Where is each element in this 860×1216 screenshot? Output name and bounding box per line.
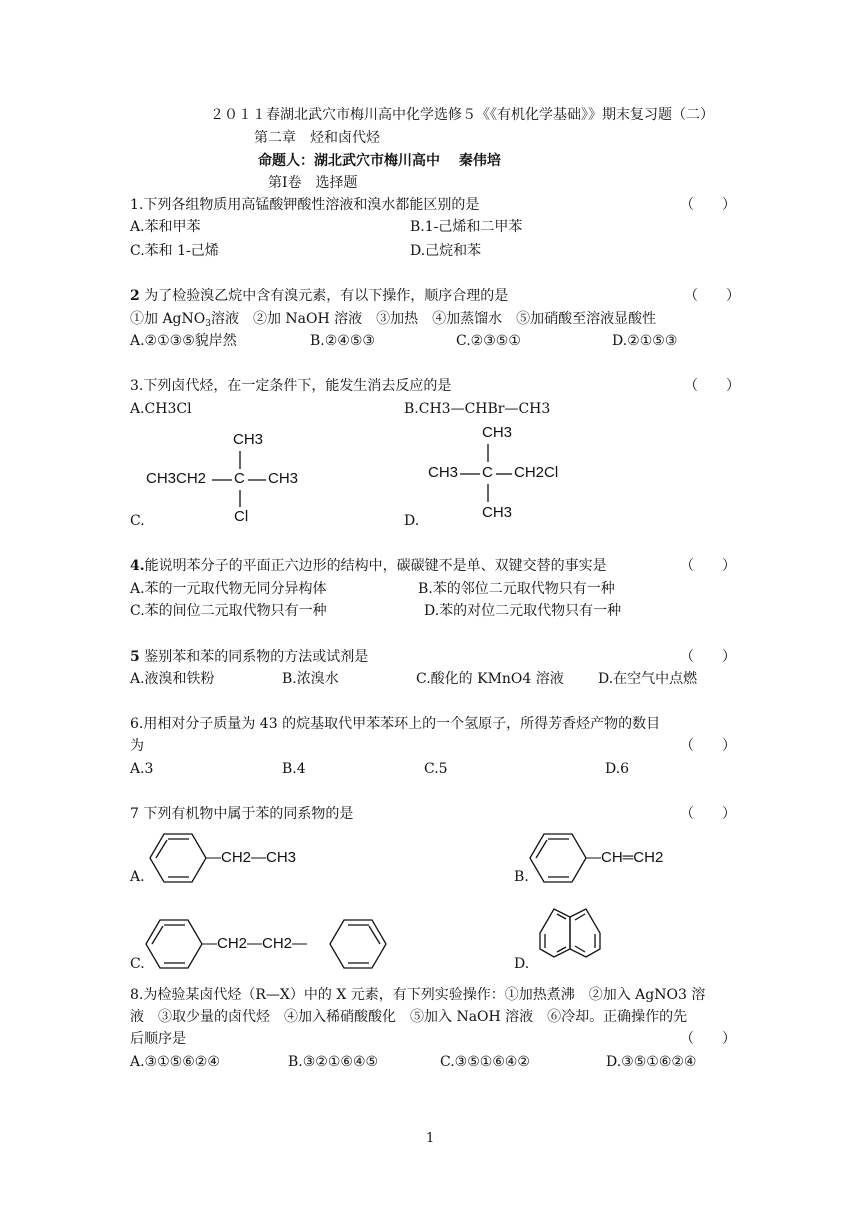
q8-option-a: A.③①⑤⑥②④ [130, 1054, 220, 1070]
q3c-right-group: CH3 [268, 470, 299, 487]
q1-option-b: B.1-己烯和二甲苯 [410, 219, 523, 235]
q3d-center-carbon: C [482, 464, 493, 481]
q4-stem-text: 能说明苯分子的平面正六边形的结构中，碳碳键不是单、双键交替的事实是 [144, 558, 607, 574]
q3-answer-blank: （ ） [684, 378, 740, 394]
doc-title: ２０１１春湖北武穴市梅川高中化学选修５《《有机化学基础》》期末复习题（二） [210, 107, 714, 123]
q5-option-a: A.液溴和铁粉 [130, 671, 215, 687]
page-number: 1 [426, 1131, 435, 1146]
q8-option-d: D.③⑤①⑥②④ [606, 1054, 697, 1070]
q3d-right-group: CH2Cl [514, 464, 559, 481]
q8-answer-blank: （ ） [680, 1031, 736, 1047]
q7a-benzene-ring-icon [150, 834, 206, 882]
q3c-center-carbon: C [234, 470, 245, 487]
q7-option-b: B. [514, 869, 529, 885]
q3-option-c: C. [130, 513, 145, 529]
q2-stem-text: 为了检验溴乙烷中含有溴元素，有以下操作，顺序合理的是 [139, 288, 509, 304]
q1-option-d: D.己烷和苯 [410, 243, 482, 259]
q2-op-subscript: 3 [205, 319, 211, 329]
q2-option-c: C.②③⑤① [456, 333, 521, 349]
q5-stem-text: 鉴别苯和苯的同系物的方法或试剂是 [139, 649, 369, 665]
q7-option-c: C. [130, 956, 145, 972]
q6-stem-line2: 为 [130, 738, 144, 754]
q7c-benzene-ring-left-icon [146, 920, 202, 968]
q6-option-b: B.4 [282, 761, 306, 777]
q8-stem-line1: 8.为检验某卤代烃（R—X）中的 X 元素，有下列实验操作：①加热煮沸 ②加入 AgNO3 溶 [130, 987, 706, 1003]
q3d-left-group: CH3 [428, 464, 459, 481]
q4-option-d: D.苯的对位二元取代物只有一种 [424, 603, 622, 619]
q7c-benzene-ring-right-icon [330, 920, 386, 968]
q8-stem-line2: 液 ③取少量的卤代烃 ④加入稀硝酸酸化 ⑤加入 NaOH 溶液 ⑥冷却。正确操作的先 [130, 1009, 688, 1025]
q1-option-c: C.苯和 1-己烯 [130, 243, 219, 259]
q7b-substituent: —CH═CH2 [586, 849, 664, 866]
q2-op-part2: 溶液 ②加 NaOH 溶液 ③加热 ④加蒸馏水 ⑤加硝酸至溶液显酸性 [210, 311, 657, 327]
q5-option-d: D.在空气中点燃 [598, 671, 698, 687]
q2-option-b: B.②④⑤③ [310, 333, 375, 349]
q1-stem: 1.下列各组物质用高锰酸钾酸性溶液和溴水都能区别的是 [130, 197, 480, 213]
q6-stem-line1: 6.用相对分子质量为 43 的烷基取代甲苯苯环上的一个氢原子，所得芳香烃产物的数目 [130, 716, 661, 732]
q3c-bottom-group: Cl [234, 508, 249, 525]
q7-stem: 7 下列有机物中属于苯的同系物的是 [130, 806, 354, 822]
q7-option-a: A. [130, 869, 145, 885]
q3-stem: 3.下列卤代烃，在一定条件下，能发生消去反应的是 [130, 378, 452, 394]
q4-option-a: A.苯的一元取代物无同分异构体 [130, 581, 327, 597]
q1-option-a: A.苯和甲苯 [130, 219, 201, 235]
q3d-top-group: CH3 [482, 424, 513, 441]
q2-op-part1: ①加 AgNO [130, 311, 206, 327]
author-line: 命题人：湖北武穴市梅川高中 秦伟培 [258, 153, 501, 169]
q6-option-c: C.5 [424, 761, 448, 777]
section-title: 第Ⅰ卷 选择题 [268, 175, 358, 191]
q3-option-a: A.CH3Cl [130, 401, 192, 417]
q7a-substituent: —CH2—CH3 [206, 849, 297, 866]
q7c-linker: —CH2—CH2— [202, 935, 308, 952]
q2-number: 2 [130, 288, 140, 304]
q7-answer-blank: （ ） [680, 806, 736, 822]
q3d-bottom-group: CH3 [482, 504, 513, 521]
q3c-left-group: CH3CH2 [146, 470, 207, 487]
q6-option-d: D.6 [605, 761, 630, 777]
q4-option-b: B.苯的邻位二元取代物只有一种 [418, 581, 615, 597]
q3-option-b: B.CH3—CHBr—CH3 [404, 401, 551, 417]
q5-option-c: C.酸化的 KMnO4 溶液 [416, 671, 564, 687]
q7-option-d: D. [514, 956, 530, 972]
q2-option-a: A.②①③⑤貌岸然 [130, 333, 237, 349]
q5-answer-blank: （ ） [680, 649, 736, 665]
q6-answer-blank: （ ） [680, 738, 736, 754]
chapter-title: 第二章 烃和卤代烃 [254, 130, 380, 146]
q6-option-a: A.3 [130, 761, 154, 777]
q2-option-d: D.②①⑤③ [612, 333, 678, 349]
q7d-naphthalene-icon [540, 909, 600, 957]
q2-answer-blank: （ ） [684, 288, 740, 304]
q4-option-c: C.苯的间位二元取代物只有一种 [130, 603, 327, 619]
q3c-top-group: CH3 [233, 431, 264, 448]
q5-option-b: B.浓溴水 [282, 671, 339, 687]
q3-option-d: D. [404, 513, 420, 529]
q7b-benzene-ring-icon [530, 834, 586, 882]
q8-stem-line3: 后顺序是 [130, 1031, 186, 1047]
q4-number: 4. [130, 558, 145, 574]
q5-number: 5 [130, 649, 140, 665]
q8-option-c: C.③⑤①⑥④② [440, 1054, 530, 1070]
q1-answer-blank: （ ） [680, 197, 736, 213]
q4-answer-blank: （ ） [680, 558, 736, 574]
q8-option-b: B.③②①⑥④⑤ [288, 1054, 379, 1070]
